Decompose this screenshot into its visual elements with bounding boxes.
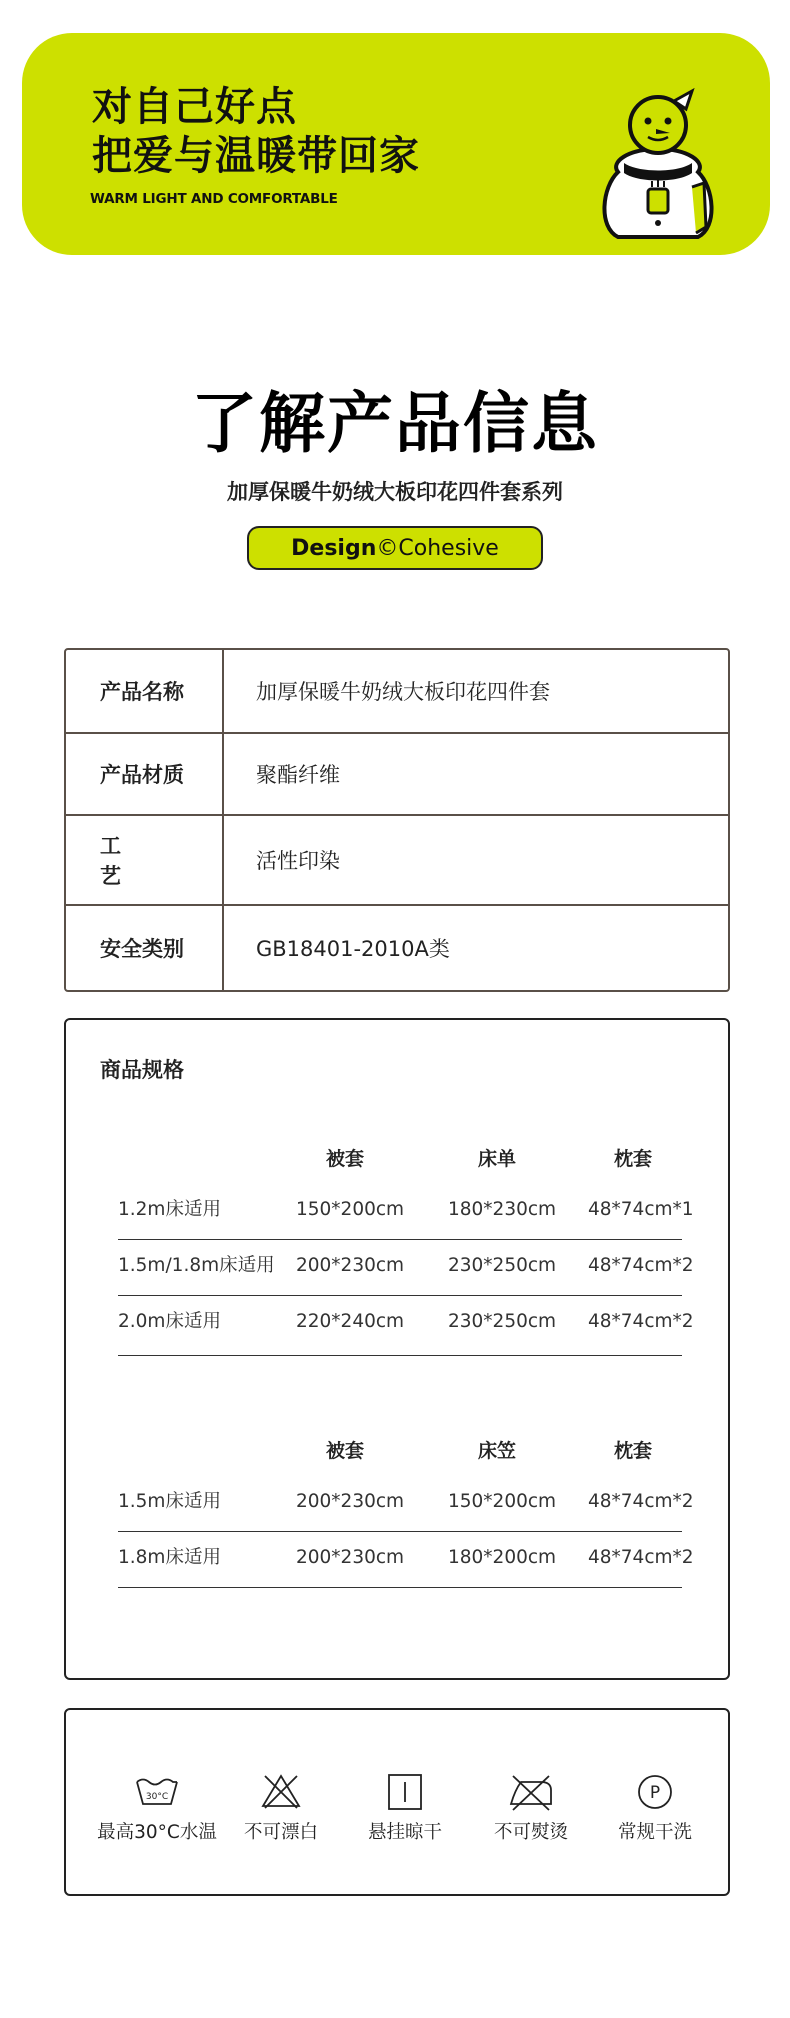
care-label: 不可熨烫 [493,1822,568,1843]
spec-cell: 230*250cm [448,1255,557,1276]
spec-header: 枕套 [614,1148,653,1170]
spec-header: 床笠 [478,1440,517,1462]
care-item-hang-dry [340,1772,470,1844]
no-bleach-icon [257,1772,305,1812]
spec-cell: 1.2m床适用 [118,1199,221,1220]
spec-cell: 200*230cm [296,1491,405,1512]
info-value: GB18401-2010A类 [256,937,450,961]
specs-title: 商品规格 [100,1058,184,1082]
info-label: 工艺 [66,816,224,904]
spec-cell: 2.0m床适用 [118,1311,221,1332]
care-item-wash [92,1772,222,1844]
no-iron-icon [507,1772,555,1812]
info-row-material [66,734,728,816]
spec-cell: 48*74cm*2 [588,1311,694,1332]
table-row [118,1476,694,1532]
wash-30-icon [133,1772,181,1812]
table-row [118,1296,694,1356]
spec-header: 被套 [326,1440,365,1462]
care-item-no-bleach [216,1772,346,1844]
page-title: 了解产品信息 [191,385,599,462]
spec-cell: 150*200cm [296,1199,405,1220]
info-value: 聚酯纤维 [256,763,340,787]
info-value: 活性印染 [256,849,340,873]
promo-banner [22,33,770,255]
care-label: 最高30°C水温 [97,1822,217,1843]
spec-cell: 230*250cm [448,1311,557,1332]
specs-box [64,1018,730,1680]
banner-title-line1: 对自己好点 [92,84,297,130]
wash-temp-text: 30°C [145,1792,169,1802]
spec-cell: 1.8m床适用 [118,1547,221,1568]
spec-cell: 200*230cm [296,1547,405,1568]
design-pill [247,526,543,570]
care-label: 悬挂晾干 [367,1822,442,1843]
dry-clean-p-icon [631,1772,679,1812]
spec-cell: 48*74cm*1 [588,1199,694,1220]
info-label: 产品材质 [66,734,224,814]
snowman-mascot-icon [588,77,728,247]
care-label: 常规干洗 [617,1822,692,1843]
design-pill-bold: Design [291,535,377,561]
spec-cell: 200*230cm [296,1255,405,1276]
product-info-table [64,648,730,992]
info-row-safety [66,906,728,990]
table-row [118,1184,694,1240]
spec-cell: 180*200cm [448,1547,557,1568]
info-row-name [66,650,728,734]
spec-header: 床单 [478,1148,517,1170]
info-row-craft [66,816,728,906]
banner-title [92,83,420,181]
spec-cell: 48*74cm*2 [588,1491,694,1512]
dry-clean-letter: P [649,1783,661,1803]
spec-cell: 180*230cm [448,1199,557,1220]
care-label: 不可漂白 [243,1822,318,1843]
banner-title-line2: 把爱与温暖带回家 [92,133,420,179]
care-item-no-iron [466,1772,596,1844]
table-row [118,1532,694,1588]
spec-cell: 1.5m/1.8m床适用 [118,1255,275,1276]
spec-cell: 220*240cm [296,1311,405,1332]
info-label: 安全类别 [66,906,224,990]
spec-cell: 150*200cm [448,1491,557,1512]
spec-header: 被套 [326,1148,365,1170]
care-instructions-box [64,1708,730,1896]
spec-cell: 48*74cm*2 [588,1255,694,1276]
info-value: 加厚保暖牛奶绒大板印花四件套 [256,680,550,704]
spec-cell: 1.5m床适用 [118,1491,221,1512]
series-subtitle: 加厚保暖牛奶绒大板印花四件套系列 [227,480,563,504]
spec-cell: 48*74cm*2 [588,1547,694,1568]
care-item-dry-clean [590,1772,720,1844]
spec-header: 枕套 [614,1440,653,1462]
info-label: 产品名称 [66,650,224,732]
table-row [118,1240,694,1296]
design-pill-rest: ©Cohesive [376,535,499,561]
banner-subtitle: WARM LIGHT AND COMFORTABLE [90,191,338,207]
hang-dry-icon [381,1772,429,1812]
